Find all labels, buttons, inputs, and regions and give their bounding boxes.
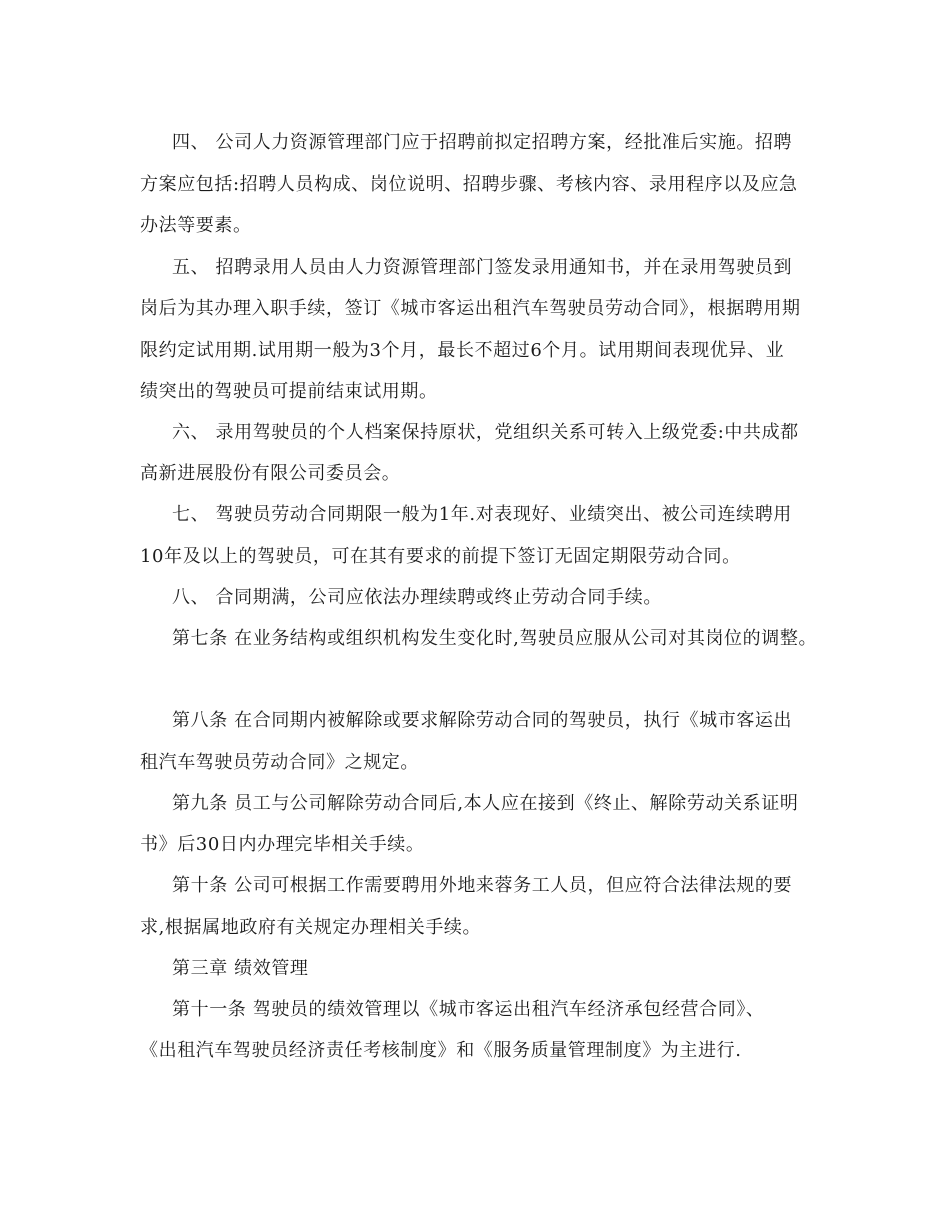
paragraph-8-line-1: 八、 合同期满，公司应依法办理续聘或终止劳动合同手续。 [172,587,662,608]
article-10-line-1: 第十条 公司可根据工作需要聘用外地来蓉务工人员，但应符合法律法规的要 [172,875,793,896]
chapter-3-heading: 第三章 绩效管理 [172,958,309,979]
paragraph-4-line-1: 四、 公司人力资源管理部门应于招聘前拟定招聘方案，经批准后实施。招聘 [172,132,793,153]
article-9-line-2: 书》后30日内办理完毕相关手续。 [140,834,425,855]
paragraph-6-line-1: 六、 录用驾驶员的个人档案保持原状，党组织关系可转入上级党委:中共成都 [172,422,799,443]
article-8-line-2: 租汽车驾驶员劳动合同》之规定。 [140,752,419,773]
paragraph-5-line-2: 岗后为其办理入职手续，签订《城市客运出租汽车驾驶员劳动合同》，根据聘用期 [140,298,801,319]
article-10-line-2: 求,根据属地政府有关规定办理相关手续。 [140,917,482,938]
paragraph-6-line-2: 高新进展股份有限公司委员会。 [140,463,401,484]
paragraph-7-line-2: 10年及以上的驾驶员，可在其有要求的前提下签订无固定期限劳动合同。 [140,546,741,567]
paragraph-4-line-3: 办法等要素。 [140,215,252,236]
paragraph-5-line-1: 五、 招聘录用人员由人力资源管理部门签发录用通知书，并在录用驾驶员到 [172,257,793,278]
paragraph-5-line-3: 限约定试用期.试用期一般为3个月，最长不超过6个月。试用期间表现优异、业 [140,340,785,361]
paragraph-5-line-4: 绩突出的驾驶员可提前结束试用期。 [140,381,438,402]
article-8-line-1: 第八条 在合同期内被解除或要求解除劳动合同的驾驶员，执行《城市客运出 [172,710,793,731]
paragraph-7-line-1: 七、 驾驶员劳动合同期限一般为1年.对表现好、业绩突出、被公司连续聘用 [172,504,792,525]
article-11-line-2: 《出租汽车驾驶员经济责任考核制度》和《服务质量管理制度》为主进行. [140,1040,742,1061]
article-7-line-1: 第七条 在业务结构或组织机构发生变化时,驾驶员应服从公司对其岗位的调整。 [172,628,818,649]
article-9-line-1: 第九条 员工与公司解除劳动合同后,本人应在接到《终止、解除劳动关系证明 [172,793,799,814]
article-11-line-1: 第十一条 驾驶员的绩效管理以《城市客运出租汽车经济承包经营合同》、 [172,999,765,1020]
paragraph-4-line-2: 方案应包括:招聘人员构成、岗位说明、招聘步骤、考核内容、录用程序以及应急 [140,174,798,195]
